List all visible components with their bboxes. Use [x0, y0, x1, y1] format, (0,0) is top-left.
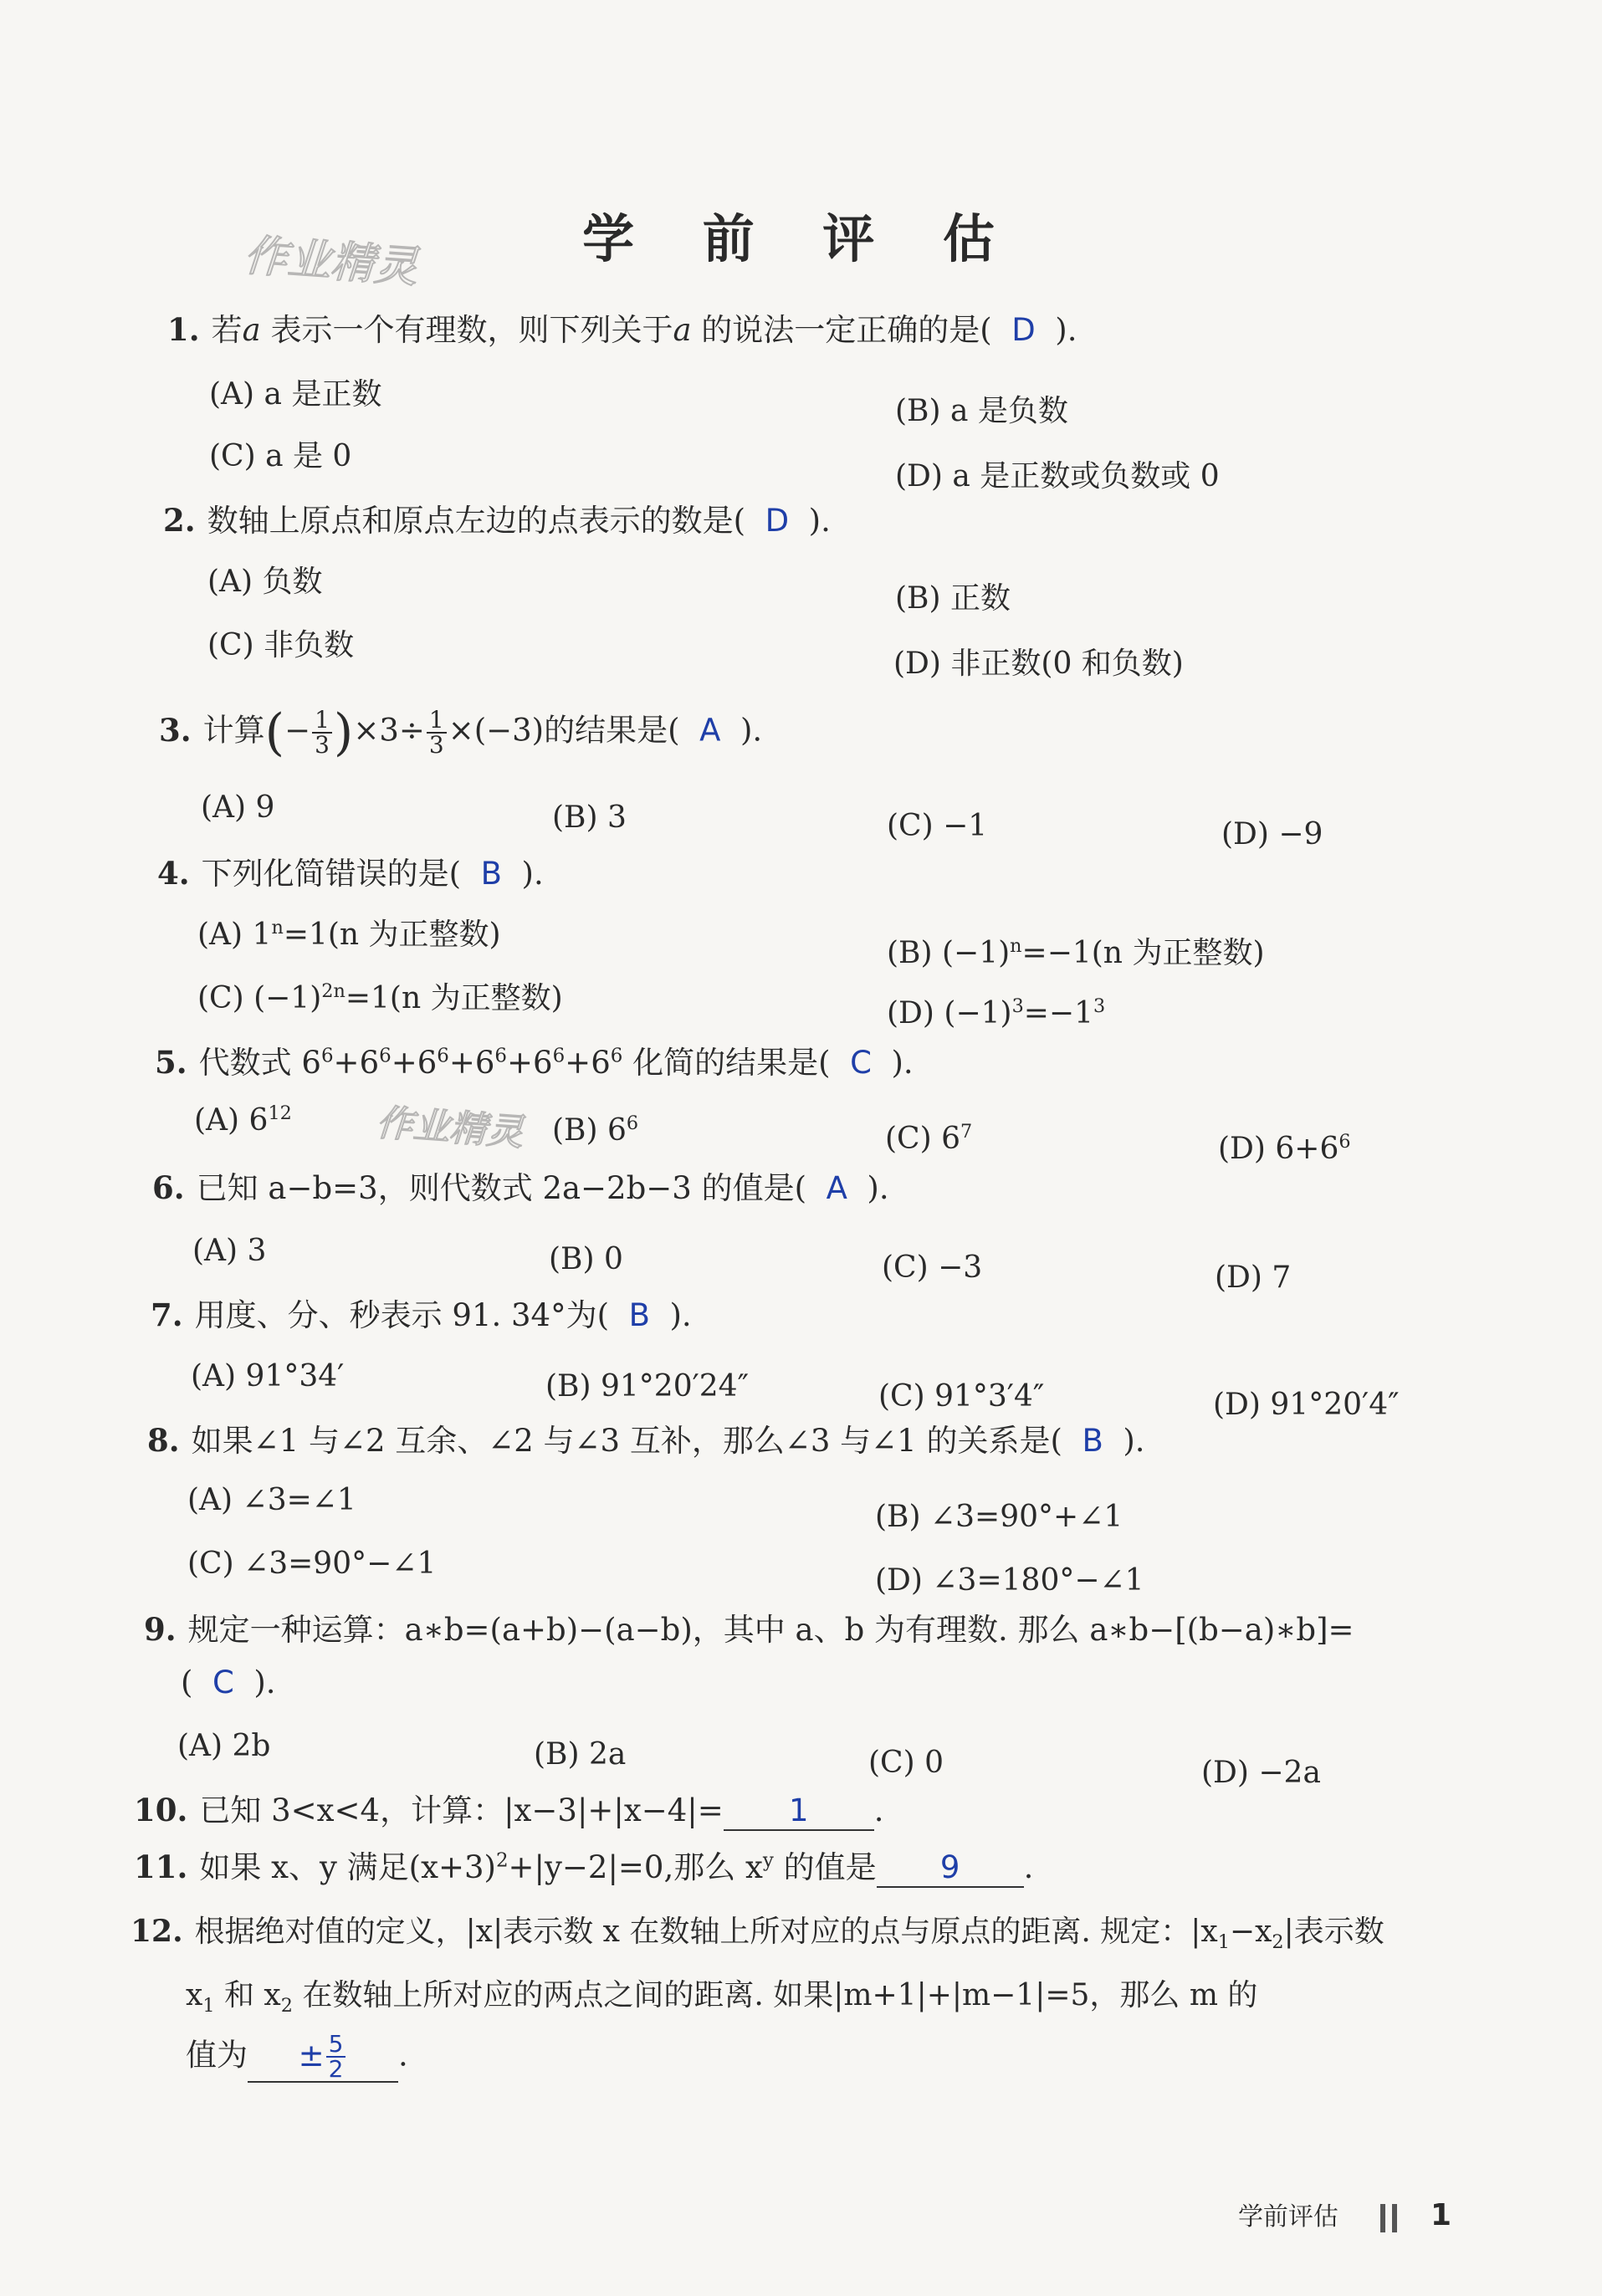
question-4: 4. 下列化简错误的是( B ). — [157, 855, 544, 892]
question-12: 12. 根据绝对值的定义，|x|表示数 x 在数轴上所对应的点与原点的距离. 规定：$|x_1-x_2|$表示数 — [131, 1914, 1384, 1954]
question-9: 9. 规定一种运算：a∗b=(a+b)−(a−b)，其中 a、b 为有理数. 那么 a∗b−[(b−a)∗b]= — [144, 1611, 1354, 1648]
question-12-line-2: $x_1$ 和 $x_2$ 在数轴上所对应的两点之间的距离. 如果|m+1|+|m−1|=5，那么 m 的 — [186, 1978, 1258, 2017]
option-d: (D) a 是正数或负数或 0 — [895, 459, 1220, 493]
answer-blank: 9 — [877, 1849, 1024, 1888]
option-c: (C) −1 — [887, 809, 988, 843]
answer: A — [699, 712, 721, 749]
option-c: (C) $6^7$ — [885, 1121, 973, 1156]
option-b: (B) 3 — [552, 800, 627, 835]
answer: D — [1011, 312, 1036, 348]
question-12-line-3: 值为 ± $\frac{5}{2}$ . — [186, 2030, 408, 2083]
option-a: (A) 3 — [192, 1234, 267, 1268]
option-c: (C) 非负数 — [207, 628, 355, 662]
question-6: 6. 已知 a−b=3，则代数式 2a−2b−3 的值是( A ). — [152, 1169, 889, 1206]
option-a: (A) 91°34′ — [191, 1359, 345, 1393]
footer-label: 学前评估 — [1237, 2202, 1338, 2232]
answer: B — [1082, 1423, 1103, 1459]
option-a: (A) $1^n=1(n$ 为正整数) — [197, 917, 501, 952]
option-b: (B) 0 — [549, 1242, 623, 1276]
watermark: 作业精灵 — [242, 230, 420, 294]
answer: D — [765, 503, 790, 539]
question-11: 11. 如果 x、y 满足$(x+3)^2+|y-2|=0$,那么 $x^y$ 的值是 9 . — [134, 1849, 1033, 1888]
answer: C — [850, 1045, 872, 1081]
option-c: (C) −3 — [882, 1250, 983, 1285]
option-a: (A) 负数 — [207, 565, 323, 599]
option-b: (B) ∠3=90°+∠1 — [875, 1500, 1123, 1534]
option-a: (A) 9 — [201, 790, 275, 825]
option-d: (D) ∠3=180°−∠1 — [875, 1563, 1144, 1598]
answer: B — [628, 1297, 650, 1333]
option-c: (C) $(-1)^{2n}=1(n$ 为正整数) — [197, 980, 563, 1015]
fraction: $\frac{1}{3}$ — [312, 708, 332, 757]
option-b: (B) $(-1)^n=-1(n$ 为正整数) — [887, 935, 1265, 970]
option-d: (D) −2a — [1201, 1756, 1321, 1790]
question-1: 1. 若a 表示一个有理数，则下列关于a 的说法一定正确的是( D ). — [167, 311, 1077, 348]
option-b: (B) a 是负数 — [895, 394, 1068, 428]
option-d: (D) 7 — [1215, 1260, 1292, 1295]
question-10: 10. 已知 3<x<4，计算：|x−3|+|x−4|= 1 . — [134, 1792, 884, 1831]
answer-blank: ± $\frac{5}{2}$ — [248, 2033, 398, 2083]
fraction: $\frac{1}{3}$ — [427, 708, 447, 757]
page-number: 1 — [1430, 2198, 1451, 2232]
answer: B — [480, 856, 502, 892]
option-c: (C) 0 — [868, 1746, 944, 1780]
option-d: (D) $6+6^6$ — [1218, 1131, 1351, 1166]
option-c: (C) ∠3=90°−∠1 — [187, 1547, 437, 1581]
option-c: (C) a 是 0 — [209, 439, 352, 473]
question-3: 3. 计算(− $\frac{1}{3}$ )×3÷ $\frac{1}{3}$ ×(−3)的结果是( A ). — [159, 703, 763, 762]
option-b: (B) 正数 — [895, 581, 1011, 616]
option-a: (A) ∠3=∠1 — [187, 1483, 356, 1517]
page-title: 学 前 评 估 — [582, 208, 1020, 269]
option-d: (D) $(-1)^3=-1^3$ — [887, 995, 1106, 1030]
option-d: (D) 91°20′4″ — [1213, 1388, 1400, 1422]
option-c: (C) 91°3′4″ — [878, 1379, 1045, 1414]
expression: $6^6+6^6+6^6+6^6+6^6+6^6$ — [301, 1045, 623, 1081]
option-a: (A) $6^{12}$ — [194, 1102, 292, 1138]
question-7: 7. 用度、分、秒表示 91. 34°为( B ). — [151, 1296, 692, 1333]
option-b: (B) 2a — [534, 1737, 627, 1772]
option-a: (A) a 是正数 — [209, 377, 382, 412]
question-5: 5. 代数式 $6^6+6^6+6^6+6^6+6^6+6^6$ 化简的结果是( C ). — [155, 1044, 914, 1081]
question-2: 2. 数轴上原点和原点左边的点表示的数是( D ). — [163, 502, 831, 539]
option-a: (A) 2b — [177, 1729, 271, 1763]
option-d: (D) 非正数(0 和负数) — [893, 647, 1184, 681]
page-footer — [1238, 2196, 1451, 2232]
watermark: 作业精灵 — [375, 1101, 525, 1155]
option-d: (D) −9 — [1221, 817, 1323, 851]
answer: A — [826, 1170, 847, 1206]
answer-blank: 1 — [724, 1792, 874, 1831]
answer: C — [212, 1664, 234, 1700]
question-8: 8. 如果∠1 与∠2 互余、∠2 与∠3 互补，那么∠3 与∠1 的关系是( B ). — [147, 1422, 1145, 1459]
question-9-answer-line: ( C ). — [181, 1664, 276, 1700]
option-b: (B) $6^6$ — [552, 1112, 639, 1148]
option-b: (B) 91°20′24″ — [545, 1369, 750, 1404]
